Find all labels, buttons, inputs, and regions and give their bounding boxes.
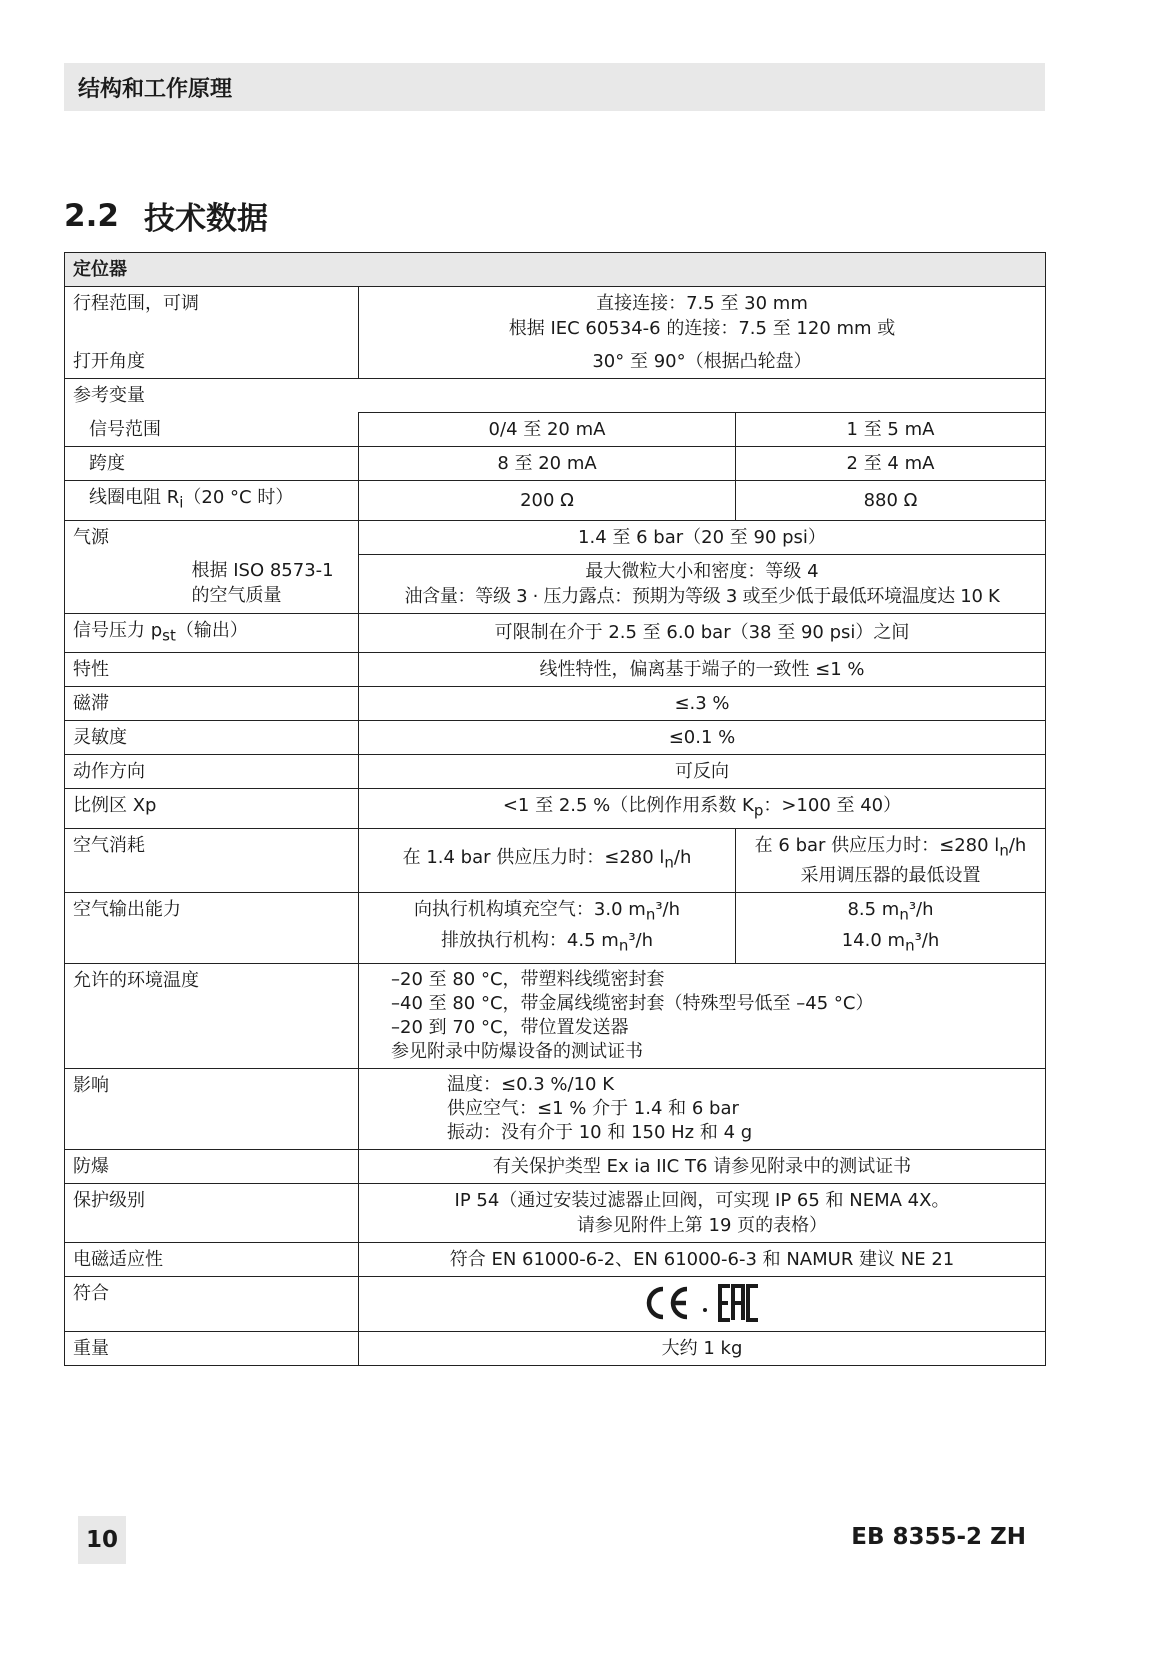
signal-pressure-label: 信号压力 $p_{st}$（输出） [65,613,359,653]
span-a: 8 至 20 mA [359,447,736,481]
protection-label: 保护级别 [65,1183,359,1242]
eac-mark-icon [718,1284,760,1322]
weight-value: 大约 1 kg [359,1331,1046,1365]
signal-range-b: 1 至 5 mA [736,413,1046,447]
reference-label: 参考变量 [65,379,1046,413]
table-row [65,520,1046,554]
table-row [65,1331,1046,1365]
coil-resistance-label: 线圈电阻 $R_i(20$ °C 时） [65,481,359,521]
section-heading [64,193,268,238]
chapter-title: 结构和工作原理 [78,76,233,102]
characteristic-label: 特性 [65,653,359,687]
table-row [65,1276,1046,1331]
proportional-value: <1 至 2.5 %（比例作用系数 $K_p$：>100 至 40） [359,789,1046,829]
table-row [65,613,1046,653]
ambient-value: –20 至 80 °C，带塑料线缆密封套 –40 至 80 °C，带金属线缆密封套（特殊型号低至 –45 °C） –20 到 70 °C，带位置发送器 参见附录中防爆设备的测试证书 [359,963,1046,1068]
table-row [65,789,1046,829]
air-consumption-b: 在 6 bar 供应压力时：≤280 $l_n/h$ 采用调压器的最低设置 [736,828,1046,893]
weight-label: 重量 [65,1331,359,1365]
ce-mark-icon [644,1286,692,1320]
coil-resistance-a: 200 Ω [359,481,736,521]
chapter-header [64,63,1045,111]
air-consumption-a: 在 1.4 bar 供应压力时：≤280 $l_n/h$ [359,828,736,893]
table-row [65,447,1046,481]
table-row [65,1183,1046,1242]
table-row [65,828,1046,893]
air-quality-label: 根据 ISO 8573-1 的空气质量 [184,554,359,613]
hysteresis-label: 磁滞 [65,687,359,721]
signal-range-a: 0/4 至 20 mA [359,413,736,447]
table-row [65,963,1046,1068]
page-number: 10 [78,1516,126,1564]
influences-value: 温度：≤0.3 %/10 K 供应空气：≤1 % 介于 1.4 和 6 bar 振动：没有介于 10 和 150 Hz 和 4 g [359,1068,1046,1149]
travel-direct: 直接连接：7.5 至 30 mm [596,293,808,314]
table-row [65,721,1046,755]
proportional-label: 比例区 Xp [65,789,359,829]
protection-value: IP 54（通过安装过滤器止回阀，可实现 IP 65 和 NEMA 4X。 请参见附件上第 19 页的表格） [359,1183,1046,1242]
separator-dot-icon [702,1286,708,1320]
sensitivity-label: 灵敏度 [65,721,359,755]
table-row [65,413,1046,447]
coil-resistance-b: 880 Ω [736,481,1046,521]
table-row [65,379,1046,413]
span-label: 跨度 [65,447,359,481]
direction-value: 可反向 [359,755,1046,789]
table-row [65,1242,1046,1276]
emc-label: 电磁适应性 [65,1242,359,1276]
sensitivity-value: ≤0.1 % [359,721,1046,755]
travel-iec: 根据 IEC 60534-6 的连接：7.5 至 120 mm 或 [508,318,896,339]
table-row [65,554,1046,613]
characteristic-value: 线性特性，偏离基于端子的一致性 ≤1 % [359,653,1046,687]
signal-pressure-value: 可限制在介于 2.5 至 6.0 bar（38 至 90 psi）之间 [359,613,1046,653]
explosion-value: 有关保护类型 Ex ia IIC T6 请参见附录中的测试证书 [359,1149,1046,1183]
compliance-label: 符合 [65,1276,359,1331]
document-code: EB 8355-2 ZH [851,1524,1026,1550]
explosion-label: 防爆 [65,1149,359,1183]
table-row [65,481,1046,521]
table-row [65,1068,1046,1149]
group-title: 定位器 [65,253,1046,287]
table-row [65,287,1046,346]
angle-label: 打开角度 [65,345,359,379]
travel-label: 行程范围，可调 [65,287,359,346]
angle-value: 30° 至 90°（根据凸轮盘） [359,345,1046,379]
technical-data-table [64,252,1046,1366]
span-b: 2 至 4 mA [736,447,1046,481]
table-row [65,893,1046,963]
direction-label: 动作方向 [65,755,359,789]
travel-value [359,287,1046,346]
table-row [65,653,1046,687]
compliance-value [359,1276,1046,1331]
section-title: 技术数据 [144,201,268,237]
signal-range-label: 信号范围 [65,413,359,447]
table-row [65,345,1046,379]
table-header-row [65,253,1046,287]
table-row [65,755,1046,789]
emc-value: 符合 EN 61000-6-2、EN 61000-6-3 和 NAMUR 建议 NE 21 [359,1242,1046,1276]
air-consumption-label: 空气消耗 [65,828,359,893]
air-output-b: 8.5 $m_n^3/h$ 14.0 $m_n^3/h$ [736,893,1046,963]
table-row [65,687,1046,721]
table-row [65,1149,1046,1183]
influences-label: 影响 [65,1068,359,1149]
supply-value: 1.4 至 6 bar（20 至 90 psi） [359,520,1046,554]
hysteresis-value: ≤.3 % [359,687,1046,721]
section-number: 2.2 [64,197,119,234]
supply-label: 气源 [65,520,359,554]
air-output-a: 向执行机构填充空气：3.0 $m_n^3/h$ 排放执行机构：4.5 $m_n^3/h$ [359,893,736,963]
air-output-label: 空气输出能力 [65,893,359,963]
air-quality-value: 最大微粒大小和密度：等级 4 油含量：等级 3 · 压力露点：预期为等级 3 或至少低于最低环境温度达 10 K [359,554,1046,613]
ambient-label: 允许的环境温度 [65,963,359,1068]
